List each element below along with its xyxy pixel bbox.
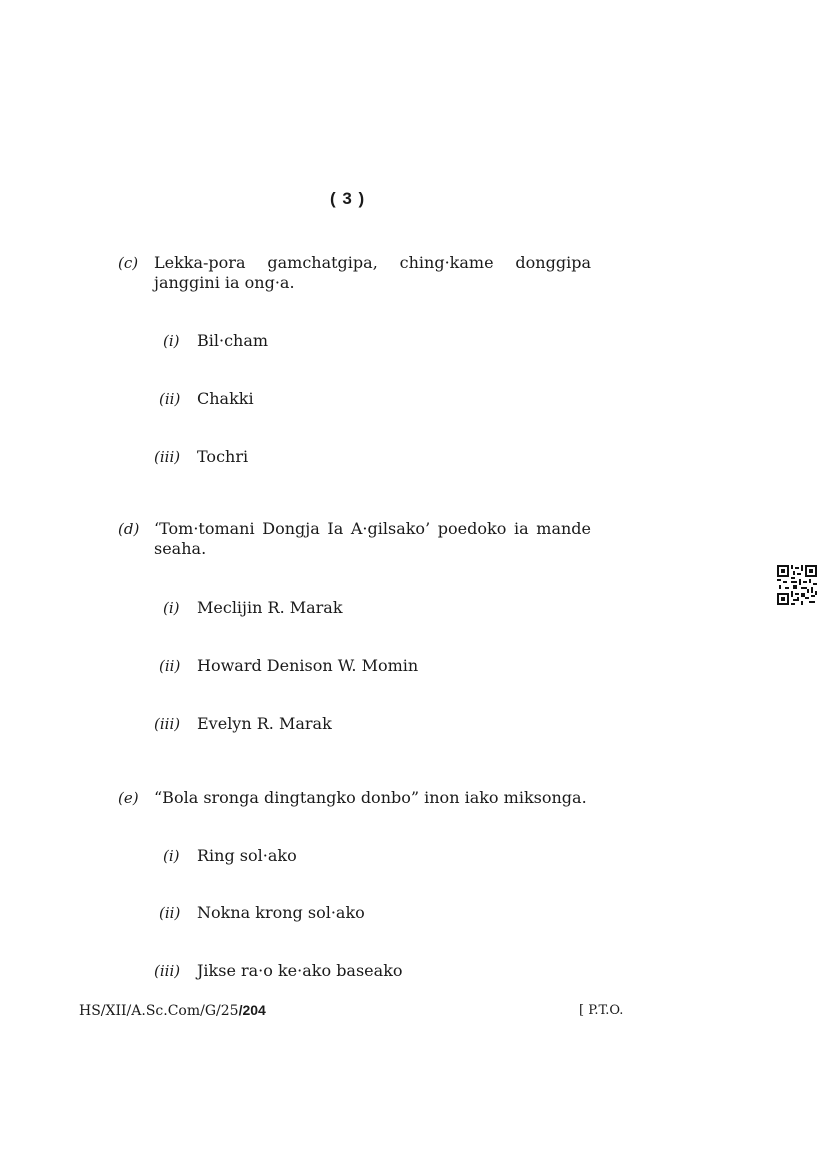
question-text xyxy=(154,519,591,559)
footer-pto: [ P.T.O. xyxy=(579,1003,624,1018)
option-text: Howard Denison W. Momin xyxy=(197,656,419,675)
question-text-line: ‘Tom·tomani Dongja Ia A·gilsako’ poedoko ia mande xyxy=(154,519,591,538)
qr-code-icon xyxy=(777,565,817,605)
question-text-line: janggini ia ong·a. xyxy=(154,273,295,292)
page-number: ( 3 ) xyxy=(330,189,366,208)
option-text: Nokna krong sol·ako xyxy=(197,903,365,922)
option-label: (i) xyxy=(163,332,180,350)
option-label: (iii) xyxy=(154,962,181,980)
question-text-line: seaha. xyxy=(154,539,207,558)
question-text-line: Lekka-pora gamchatgipa, ching·kame donggipa xyxy=(154,253,591,272)
option-text: Jikse ra·o ke·ako baseako xyxy=(197,961,403,980)
option-text: Evelyn R. Marak xyxy=(197,714,332,733)
option-label: (ii) xyxy=(159,657,181,675)
footer-paper-code xyxy=(79,1002,266,1019)
question-label: (e) xyxy=(118,789,139,807)
question-text: “Bola sronga dingtangko donbo” inon iako miksonga. xyxy=(154,788,587,807)
option-label: (iii) xyxy=(154,448,181,466)
paper-code-number: /204 xyxy=(238,1002,266,1018)
option-text: Ring sol·ako xyxy=(197,846,297,865)
question-label: (c) xyxy=(118,254,139,272)
option-text: Meclijin R. Marak xyxy=(197,598,343,617)
option-text: Chakki xyxy=(197,389,254,408)
option-label: (iii) xyxy=(154,715,181,733)
paper-code: HS/XII/A.Sc.Com/G/25 xyxy=(79,1003,239,1019)
option-label: (i) xyxy=(163,847,180,865)
option-text: Tochri xyxy=(197,447,249,466)
option-label: (ii) xyxy=(159,904,181,922)
question-text xyxy=(154,253,591,293)
option-label: (i) xyxy=(163,599,180,617)
question-label: (d) xyxy=(118,520,140,538)
option-text: Bil·cham xyxy=(197,331,269,350)
option-label: (ii) xyxy=(159,390,181,408)
